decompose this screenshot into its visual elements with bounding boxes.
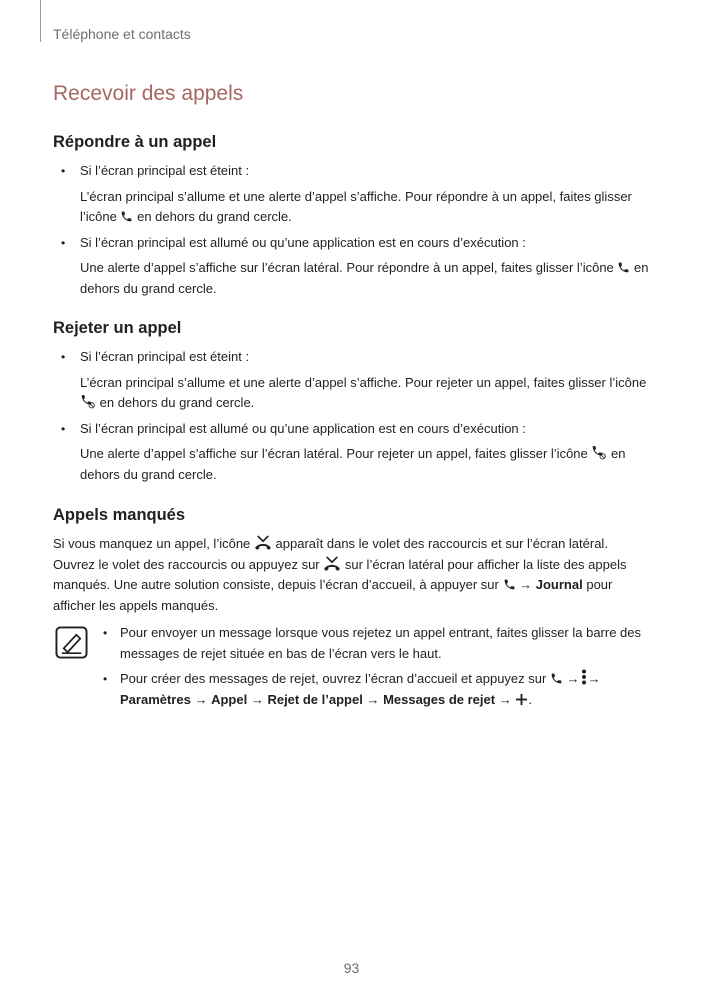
- page-number: 93: [343, 960, 360, 976]
- condition-text: Si l’écran principal est éteint :: [80, 163, 250, 178]
- answer-list: [53, 161, 653, 299]
- phone-icon: [617, 261, 630, 274]
- running-header: Téléphone et contacts: [53, 26, 191, 42]
- bullet: •: [61, 235, 66, 250]
- condition-text: Si l’écran principal est allumé ou qu’une application est en cours d’exécution :: [80, 420, 526, 436]
- list-item: [53, 233, 653, 300]
- more-options-icon: [580, 669, 588, 685]
- condition-text: Si l’écran principal est éteint :: [80, 349, 250, 364]
- header-rule: [40, 0, 41, 42]
- reject-call-icon: [80, 393, 96, 409]
- phone-icon: [120, 210, 133, 223]
- condition-text: Si l’écran principal est allumé ou qu’une application est en cours d’exécution :: [80, 234, 526, 250]
- phone-icon: [550, 672, 563, 685]
- plus-icon: [515, 693, 528, 706]
- note-list: [99, 623, 659, 715]
- bullet: •: [61, 164, 66, 178]
- missed-call-icon: [254, 534, 272, 550]
- bullet: •: [103, 672, 108, 686]
- instruction-text: Une alerte d’appel s’affiche sur l’écran latéral. Pour rejeter un appel, faites glisser l’icône en dehors du grand cercle.: [80, 446, 626, 482]
- page-title: Recevoir des appels: [53, 82, 244, 105]
- list-item: [53, 419, 653, 486]
- list-item: • Pour créer des messages de rejet, ouvrez l’écran d’accueil et appuyez sur → → Paramètres → Appel → Rejet de l’appel → Messages de rejet → .: [103, 671, 601, 707]
- list-item: [53, 347, 653, 414]
- note-icon: [55, 626, 88, 659]
- reject-list: [53, 347, 653, 485]
- missed-section: [53, 506, 653, 616]
- missed-call-icon: [323, 555, 341, 571]
- instruction-text: L’écran principal s’allume et une alerte d’appel s’affiche. Pour rejeter un appel, faites glisser l’icône en dehors du grand cercle.: [80, 374, 647, 410]
- phone-icon: [503, 578, 516, 591]
- reject-heading: Rejeter un appel: [53, 319, 182, 337]
- instruction-text: Une alerte d’appel s’affiche sur l’écran latéral. Pour répondre à un appel, faites glisser l’icône en dehors du grand cercle.: [80, 260, 649, 296]
- list-item: [53, 161, 653, 228]
- answer-heading: Répondre à un appel: [53, 133, 217, 151]
- answer-section: [53, 133, 653, 299]
- instruction-text: L’écran principal s’allume et une alerte d’appel s’affiche. Pour répondre à un appel, faites glisser l’icône en dehors du grand cercle.: [80, 188, 632, 224]
- bullet: •: [103, 626, 108, 640]
- reject-section: [53, 319, 653, 485]
- missed-heading: Appels manqués: [53, 506, 186, 524]
- list-item: • Pour envoyer un message lorsque vous rejetez un appel entrant, faites glisser la barre des messages de rejet située en bas de l’écran vers le haut.: [103, 625, 642, 661]
- bullet: •: [61, 421, 66, 436]
- reject-call-icon: [591, 444, 607, 460]
- bullet: •: [61, 350, 66, 364]
- missed-paragraph: Si vous manquez un appel, l’icône apparaît dans le volet des raccourcis et sur l’écran latéral. Ouvrez le volet des raccourcis ou appuyez sur sur l’écran latéral pour afficher la liste des appels manqués. Une autre solution consiste, depuis l’écran d’accueil, à appuyer sur → Journal pour afficher les appels manqués.: [53, 536, 627, 613]
